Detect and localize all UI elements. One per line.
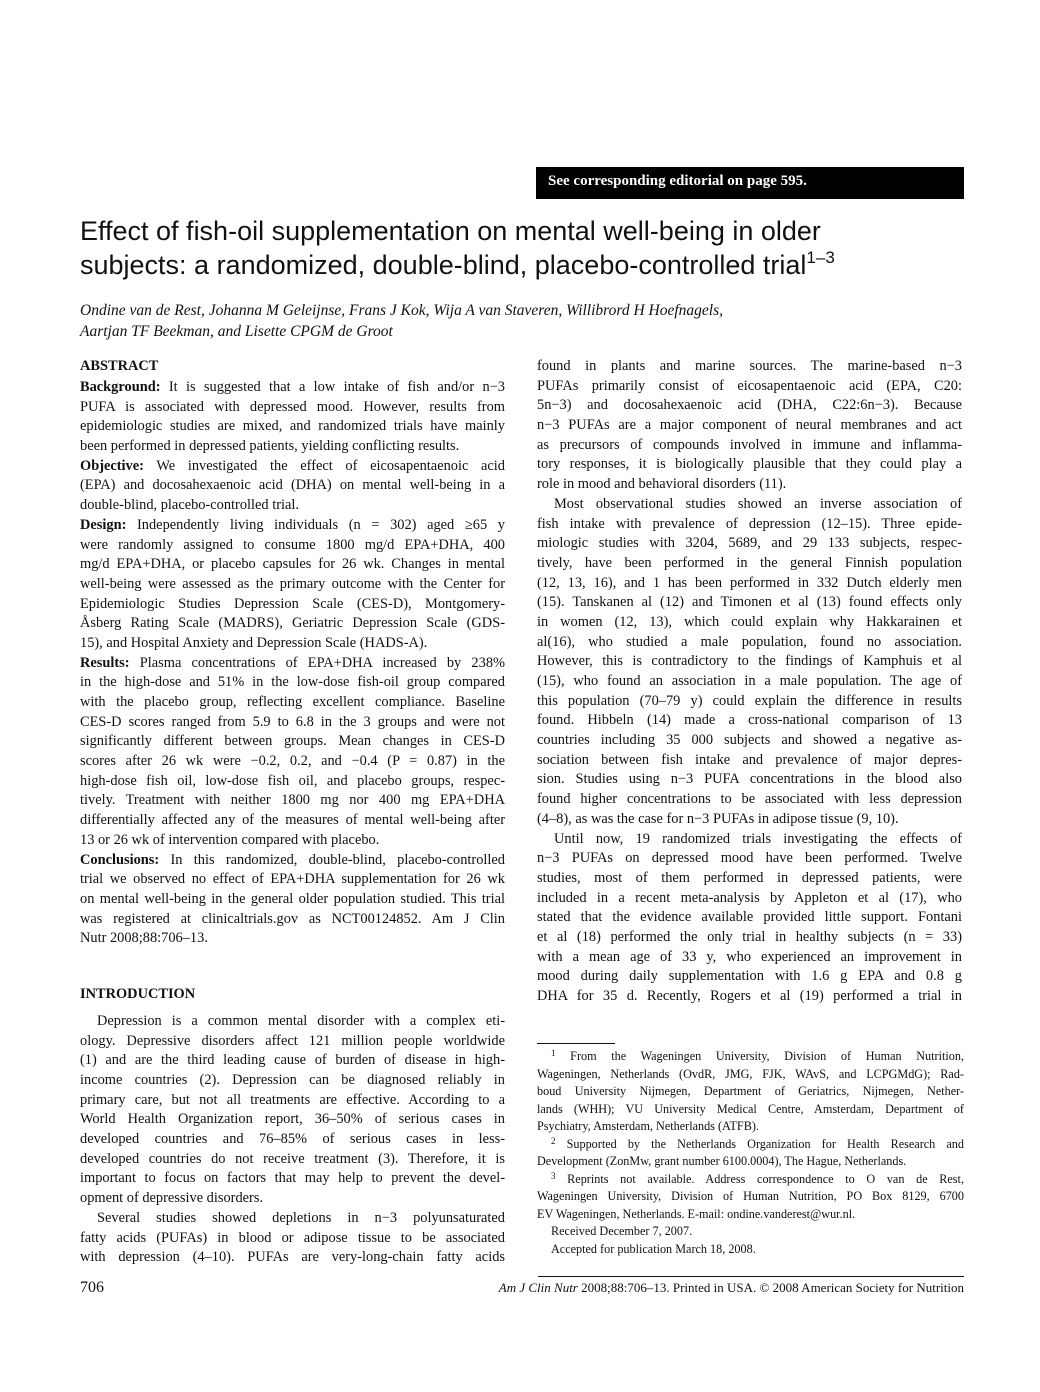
text-line: EV Wageningen, Netherlands. E-mail: ondine.vanderest@wur.nl. (537, 1206, 856, 1221)
text-line: (15), who found an association in a male population. The age of (537, 673, 962, 689)
text-line: was registered at clinicaltrials.gov as NCT00124852. Am J Clin (80, 910, 505, 927)
text-line: countries including 35 000 subjects and showed a negative as- (537, 732, 962, 749)
text-line: Several studies showed depletions in n−3 polyunsaturated (97, 1209, 505, 1226)
text-line: Objective: We investigated the effect of eicosapentaenoic acid (80, 457, 505, 474)
text-line: in women (12, 13), which could explain why Hakkarainen et (537, 613, 962, 630)
abstract-results (80, 654, 505, 851)
footnote-1 (537, 1048, 964, 1136)
text-line: found higher concentrations to be associated with less depression (537, 791, 962, 808)
text-line: 5n−3) and docosahexaenoic acid (DHA, C22:6n−3). Because (537, 397, 962, 414)
text-line: were randomly assigned to consume 1800 mg/d EPA+DHA, 400 (80, 536, 505, 553)
text-line: found in plants and marine sources. The marine-based n−3 (537, 358, 962, 374)
text-line: (12, 13, 16), and 1 has been performed in 332 Dutch elderly men (537, 574, 962, 591)
text-line: sociation between fish intake and prevalence of major depres- (537, 751, 962, 768)
citation-text: 2008;88:706–13. Printed in USA. © 2008 American Society for Nutrition (577, 1280, 964, 1295)
text-line: Wageningen, Netherlands (OvdR, JMG, FJK, WAvS, and LCPGMdG); Rad- (537, 1066, 964, 1081)
text-line: $^1$ From the Wageningen University, Division of Human Nutrition, (551, 1048, 964, 1063)
text-line: with the placebo group, reflecting excellent compliance. Baseline (80, 694, 505, 710)
text-line: primary care, but not all treatments are effective. According to a (80, 1091, 505, 1108)
text-line: $^2$ Supported by the Netherlands Organization for Health Research and (551, 1135, 964, 1151)
text-line: tively. Treatment with neither 1800 mg nor 400 mg EPA+DHA (80, 792, 505, 809)
text-line: However, this is contradictory to the findings of Kamphuis et al (537, 653, 962, 670)
title-line-2 (80, 248, 980, 282)
text-line: Background: It is suggested that a low intake of fish and/or n−3 (80, 379, 505, 395)
received-date: Received December 7, 2007. (551, 1224, 693, 1238)
text-line: scores after 26 wk were −0.2, 0.2, and −0.4 (P = 0.87) in the (80, 753, 505, 770)
author-line-1: Ondine van de Rest, Johanna M Geleijnse, Frans J Kok, Wija A van Staveren, Willibrord H Hoefnagels, (80, 302, 724, 319)
article-title (80, 214, 980, 282)
journal-citation (499, 1280, 964, 1296)
text-line: DHA for 35 d. Recently, Rogers et al (19) performed a trial in (537, 988, 962, 1004)
text-line: Psychiatry, Amsterdam, Netherlands (ATFB). (537, 1119, 759, 1133)
text-line: with a mean age of 33 y, who experienced an improvement in (537, 948, 962, 965)
objective-label: Objective: (80, 457, 144, 474)
text-line: Wageningen University, Division of Human Nutrition, PO Box 8129, 6700 (537, 1189, 964, 1203)
background-label: Background: (80, 379, 161, 395)
editorial-banner: See corresponding editorial on page 595. (536, 167, 964, 199)
text-line: et al (18) performed the only trial in healthy subjects (n = 33) (537, 928, 962, 945)
text-line: World Health Organization report, 36–50% of serious cases in (80, 1111, 505, 1128)
text-line: n−3 PUFAs are a major component of neural membranes and act (537, 417, 962, 434)
text-line: lands (WHH); VU University Medical Centre, Amsterdam, Department of (537, 1101, 964, 1116)
text-line: in the high-dose and 51% in the low-dose fish-oil group compared (80, 674, 505, 691)
accepted-date: Accepted for publication March 18, 2008. (551, 1241, 756, 1256)
journal-name: Am J Clin Nutr (498, 1280, 578, 1295)
text-line: developed countries and 76–85% of serious cases in less- (80, 1131, 505, 1148)
footnote-divider (537, 1043, 615, 1044)
text-line: (4–8), as was the case for n−3 PUFAs in adipose tissue (9, 10). (537, 810, 899, 827)
footnote-2 (537, 1136, 964, 1171)
author-list (80, 300, 980, 342)
text-line: (15). Tanskanen al (12) and Timonen et al (13) found effects only (537, 594, 962, 611)
text-line: 15), and Hospital Anxiety and Depression Scale (HADS-A). (80, 634, 428, 651)
text-line: important to focus on factors that may help to prevent the devel- (80, 1170, 505, 1187)
text-line: developed countries do not receive treatment (3). Therefore, it is (80, 1150, 505, 1167)
text-line: role in mood and behavioral disorders (11). (537, 476, 787, 493)
footnote-marker: 3 (551, 1170, 556, 1181)
text-line: opment of depressive disorders. (80, 1190, 264, 1207)
text-line: PUFA is associated with depressed mood. However, results from (80, 398, 505, 415)
text-line: with depression (4–10). PUFAs are very-long-chain fatty acids (80, 1249, 505, 1266)
text-line: sion. Studies using n−3 PUFA concentrations in the blood also (537, 771, 962, 788)
text-line: Nutr 2008;88:706–13. (80, 930, 208, 947)
text-line: $^3$ Reprints not available. Address correspondence to O van de Rest, (551, 1170, 964, 1186)
text-line: Until now, 19 randomized trials investigating the effects of (554, 830, 962, 847)
text-line: boud University Nijmegen, Department of Geriatrics, Nijmegen, Nether- (537, 1084, 964, 1098)
abstract-objective (80, 457, 505, 516)
text-line: double-blind, placebo-controlled trial. (80, 497, 299, 514)
footnote-3 (537, 1171, 964, 1224)
spacer (80, 971, 505, 985)
text-line: included in a recent meta-analysis by Appleton et al (17), who (537, 889, 962, 906)
text-line: mood during daily supplementation with 1.6 g EPA and 0.8 g (537, 968, 962, 985)
text-line: stated that the evidence available provided little support. Fontani (537, 909, 962, 926)
text-line: mg/d EPA+DHA, or placebo capsules for 26 wk. Changes in mental (80, 556, 505, 573)
footnotes (537, 1048, 964, 1258)
text-line: trial we observed no effect of EPA+DHA supplementation for 26 wk (80, 871, 505, 888)
right-paragraph-3 (537, 830, 962, 1007)
results-label: Results: (80, 654, 130, 671)
intro-paragraph-1 (80, 1012, 505, 1209)
text-line: fish intake with prevalence of depression (12–15). Three epide- (537, 515, 962, 532)
author-line-2: Aartjan TF Beekman, and Lisette CPGM de Groot (80, 323, 393, 340)
left-column (80, 357, 505, 1268)
text-line: (1) and are the third leading cause of burden of disease in high- (80, 1052, 505, 1069)
text-line: tively, have been performed in the general Finnish population (537, 554, 962, 571)
abstract-background (80, 378, 505, 457)
text-line: Development (ZonMw, grant number 6100.0004), The Hague, Netherlands. (537, 1154, 907, 1168)
abstract-heading: ABSTRACT (80, 358, 159, 374)
design-label: Design: (80, 516, 127, 533)
text-line: this population (70–79 y) could explain the difference in results (537, 692, 962, 709)
text-line: significantly different between groups. Mean changes in CES-D (80, 733, 505, 750)
text-line: on mental well-being in the general older population studied. This trial (80, 890, 505, 907)
text-line: studies, most of them performed in depressed patients, were (537, 869, 962, 886)
text-line: as precursors of compounds involved in immune and inflamma- (537, 436, 962, 453)
spacer (80, 949, 505, 971)
text-line: fatty acids (PUFAs) in blood or adipose tissue to be associated (80, 1229, 505, 1246)
text-line: Most observational studies showed an inverse association of (554, 495, 962, 512)
text-line: epidemiologic studies are mixed, and randomized trials have mainly (80, 418, 505, 435)
text-line: income countries (2). Depression can be diagnosed reliably in (80, 1072, 505, 1088)
text-line: 13 or 26 wk of intervention compared with placebo. (80, 831, 380, 848)
page-number: 706 (80, 1279, 104, 1296)
text-line: ology. Depressive disorders affect 121 million people worldwide (80, 1032, 505, 1049)
text-line: al(16), who studied a male population, found no association. (537, 633, 962, 650)
title-line-1: Effect of fish-oil supplementation on mental well-being in older (80, 216, 821, 246)
abstract-design (80, 516, 505, 654)
title-footnote-marker: 1–3 (806, 248, 835, 267)
right-column (537, 357, 962, 1007)
text-line: miologic studies with 3204, 5689, and 29 133 subjects, respec- (537, 535, 962, 552)
text-line: PUFAs primarily consist of eicosapentaenoic acid (EPA, C20: (537, 377, 962, 394)
intro-paragraph-2 (80, 1209, 505, 1268)
right-paragraph-1 (537, 357, 962, 495)
conclusions-label: Conclusions: (80, 851, 160, 868)
text-line: been performed in depressed patients, yielding conflicting results. (80, 438, 460, 455)
footnote-marker: 2 (551, 1135, 556, 1146)
text-line: CES-D scores ranged from 5.9 to 6.8 in the 3 groups and were not (80, 713, 505, 730)
text-line: Depression is a common mental disorder with a complex eti- (97, 1012, 505, 1029)
text-line: Design: Independently living individuals (n = 302) aged ≥65 y (80, 516, 505, 533)
text-line: differentially affected any of the measures of mental well-being after (80, 812, 505, 829)
right-paragraph-2 (537, 495, 962, 830)
abstract-conclusions (80, 851, 505, 949)
title-line-2-text: subjects: a randomized, double-blind, placebo-controlled trial (80, 250, 807, 280)
text-line: well-being were assessed as the primary outcome with the Center for (80, 575, 505, 592)
text-line: found. Hibbeln (14) made a cross-national comparison of 13 (537, 712, 962, 729)
introduction-heading: INTRODUCTION (80, 985, 196, 1002)
footnote-marker: 1 (551, 1048, 556, 1058)
text-line: Conclusions: In this randomized, double-blind, placebo-controlled (80, 851, 505, 868)
text-line: high-dose fish oil, low-dose fish oil, and placebo groups, respec- (80, 772, 505, 789)
text-line: (EPA) and docosahexaenoic acid (DHA) on mental well-being in a (80, 477, 505, 494)
text-line: Epidemiologic Studies Depression Scale (CES-D), Montgomery- (80, 595, 505, 612)
text-line: n−3 PUFAs on depressed mood have been performed. Twelve (537, 850, 962, 867)
text-line: Åsberg Rating Scale (MADRS), Geriatric Depression Scale (GDS- (80, 615, 505, 632)
text-line: tory responses, it is biologically plausible that they could play a (537, 456, 962, 473)
text-line: Results: Plasma concentrations of EPA+DHA increased by 238% (80, 654, 505, 671)
footer-divider (538, 1276, 964, 1277)
